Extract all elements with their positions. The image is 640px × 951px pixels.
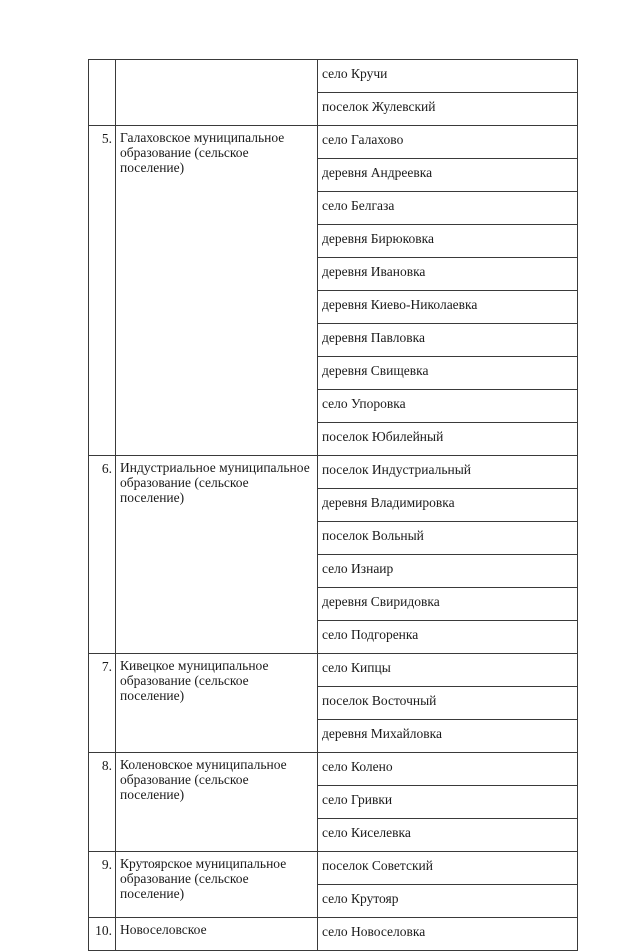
settlement-name: поселок Жулевский xyxy=(318,93,578,126)
row-number: 8. xyxy=(89,753,116,852)
row-number: 9. xyxy=(89,852,116,918)
settlement-name: деревня Свищевка xyxy=(318,357,578,390)
settlement-name: село Новоселовка xyxy=(318,918,578,951)
row-number: 7. xyxy=(89,654,116,753)
settlement-name: поселок Вольный xyxy=(318,522,578,555)
settlement-name: село Киселевка xyxy=(318,819,578,852)
row-number: 5. xyxy=(89,126,116,456)
table-row xyxy=(89,654,578,687)
settlement-name: село Подгоренка xyxy=(318,621,578,654)
row-number: 10. xyxy=(89,918,116,951)
settlement-name: деревня Бирюковка xyxy=(318,225,578,258)
settlement-name: село Упоровка xyxy=(318,390,578,423)
settlement-name: село Крутояр xyxy=(318,885,578,918)
municipality-name: Галаховское муниципальное образование (сельское поселение) xyxy=(116,126,318,456)
table-row xyxy=(89,918,578,951)
settlement-name: деревня Киево-Николаевка xyxy=(318,291,578,324)
settlement-name: поселок Восточный xyxy=(318,687,578,720)
settlements-table xyxy=(88,59,578,951)
row-number: 6. xyxy=(89,456,116,654)
settlement-name: деревня Ивановка xyxy=(318,258,578,291)
settlement-name: село Кручи xyxy=(318,60,578,93)
settlement-name: поселок Советский xyxy=(318,852,578,885)
municipality-name: Коленовское муниципальное образование (сельское поселение) xyxy=(116,753,318,852)
table-row xyxy=(89,753,578,786)
municipality-name: Кивецкое муниципальное образование (сельское поселение) xyxy=(116,654,318,753)
settlement-name: село Гривки xyxy=(318,786,578,819)
table-row xyxy=(89,852,578,885)
municipality-name: Крутоярское муниципальное образование (сельское поселение) xyxy=(116,852,318,918)
settlements-table-body xyxy=(89,60,578,951)
municipality-name: Новоселовское xyxy=(116,918,318,951)
settlement-name: село Изнаир xyxy=(318,555,578,588)
settlement-name: село Галахово xyxy=(318,126,578,159)
settlement-name: село Белгаза xyxy=(318,192,578,225)
settlement-name: поселок Юбилейный xyxy=(318,423,578,456)
settlement-name: деревня Свиридовка xyxy=(318,588,578,621)
municipality-name xyxy=(116,60,318,126)
table-row xyxy=(89,60,578,93)
settlement-name: деревня Михайловка xyxy=(318,720,578,753)
settlement-name: село Кипцы xyxy=(318,654,578,687)
table-row xyxy=(89,126,578,159)
municipality-name: Индустриальное муниципальное образование (сельское поселение) xyxy=(116,456,318,654)
table-row xyxy=(89,456,578,489)
settlement-name: поселок Индустриальный xyxy=(318,456,578,489)
settlement-name: село Колено xyxy=(318,753,578,786)
row-number xyxy=(89,60,116,126)
settlement-name: деревня Владимировка xyxy=(318,489,578,522)
settlement-name: деревня Павловка xyxy=(318,324,578,357)
settlement-name: деревня Андреевка xyxy=(318,159,578,192)
